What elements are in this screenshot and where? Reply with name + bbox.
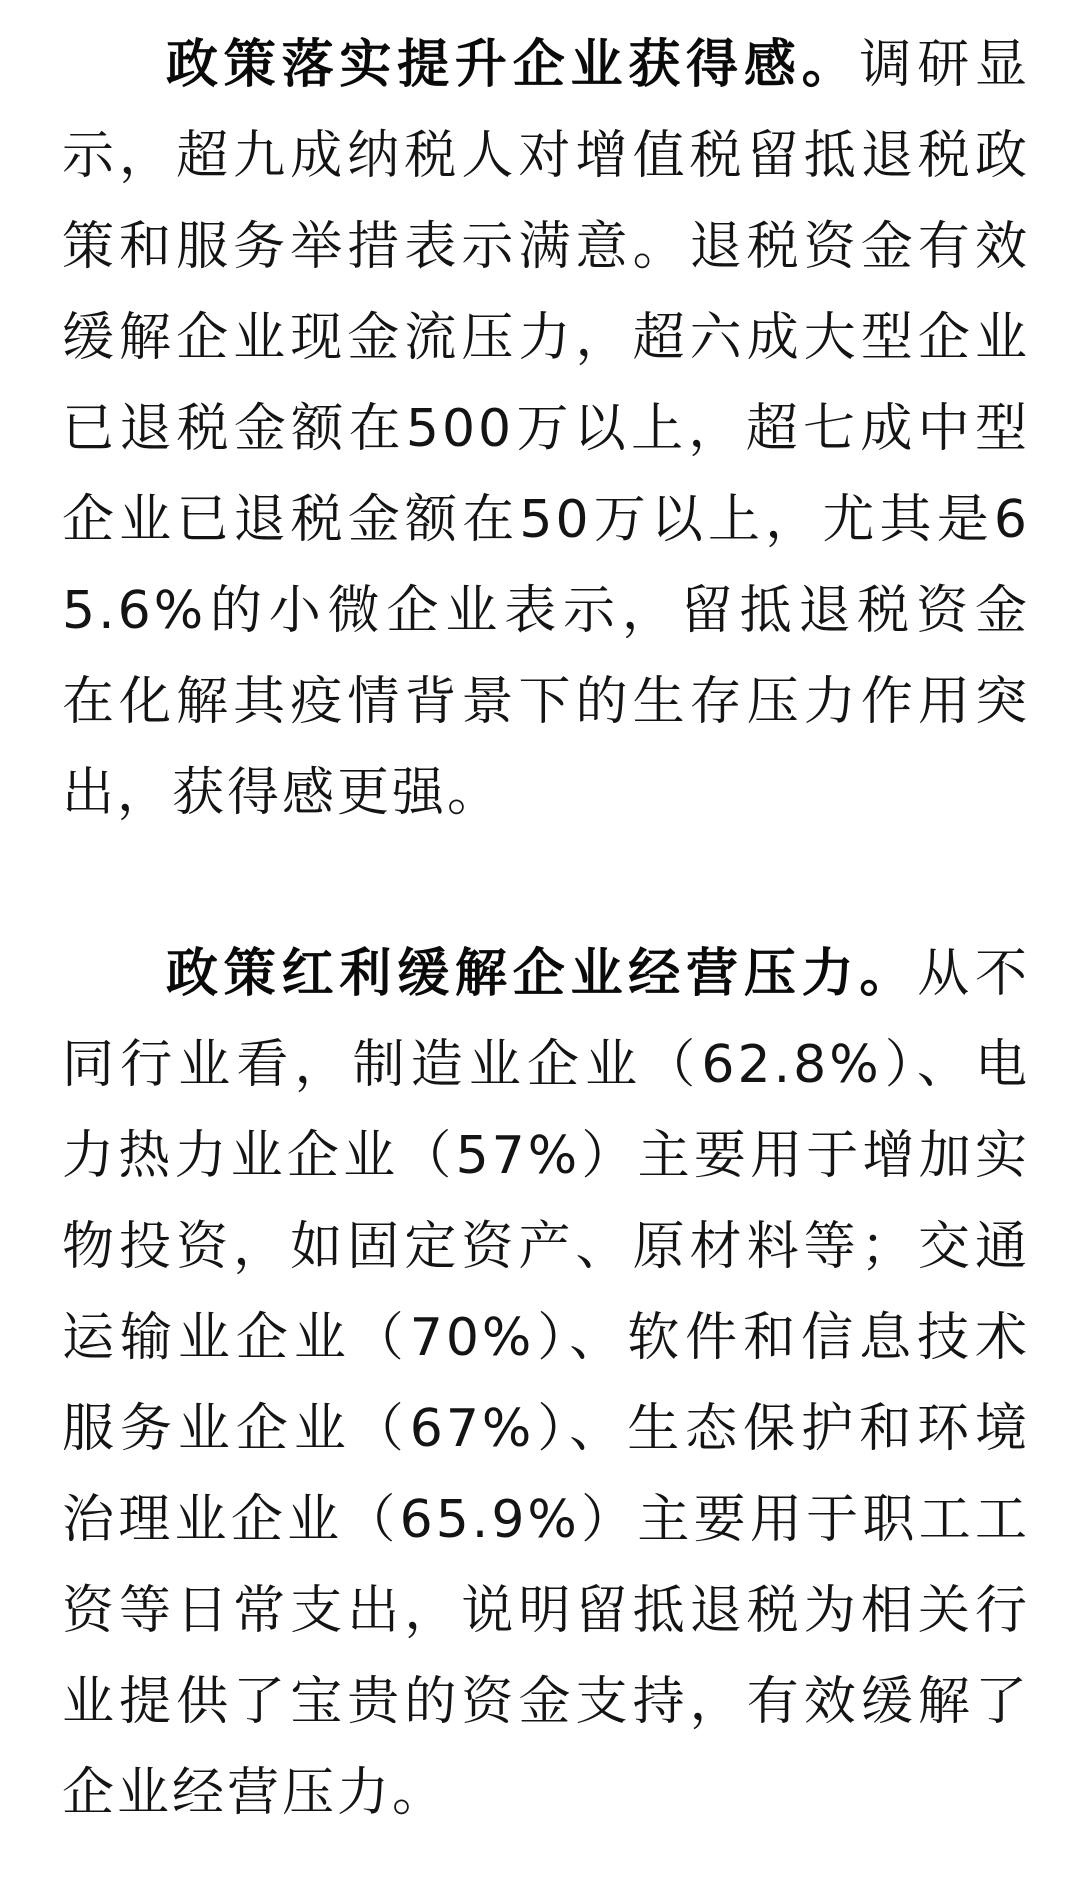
paragraph-heading: 政策落实提升企业获得感。 (166, 35, 860, 95)
paragraph-heading: 政策红利缓解企业经营压力。 (166, 944, 918, 1004)
paragraph-policy-satisfaction (62, 20, 1030, 839)
article-body (62, 20, 1030, 1839)
paragraph-industry-relief (62, 929, 1030, 1839)
paragraph-text: 调研显示，超九成纳税人对增值税留抵退税政策和服务举措表示满意。退税资金有效缓解企业现金流压力，超六成大型企业已退税金额在500万以上，超七成中型企业已退税金额在50万以上，尤其是65.6%的小微企业表示，留抵退税资金在化解其疫情背景下的生存压力作用突出，获得感更强。 (62, 35, 1030, 823)
paragraph-text: 从不同行业看，制造业企业（62.8%）、电力热力业企业（57%）主要用于增加实物投资，如固定资产、原材料等；交通运输业企业（70%）、软件和信息技术服务业企业（67%）、生态保护和环境治理业企业（65.9%）主要用于职工工资等日常支出，说明留抵退税为相关行业提供了宝贵的资金支持，有效缓解了企业经营压力。 (62, 944, 1030, 1823)
